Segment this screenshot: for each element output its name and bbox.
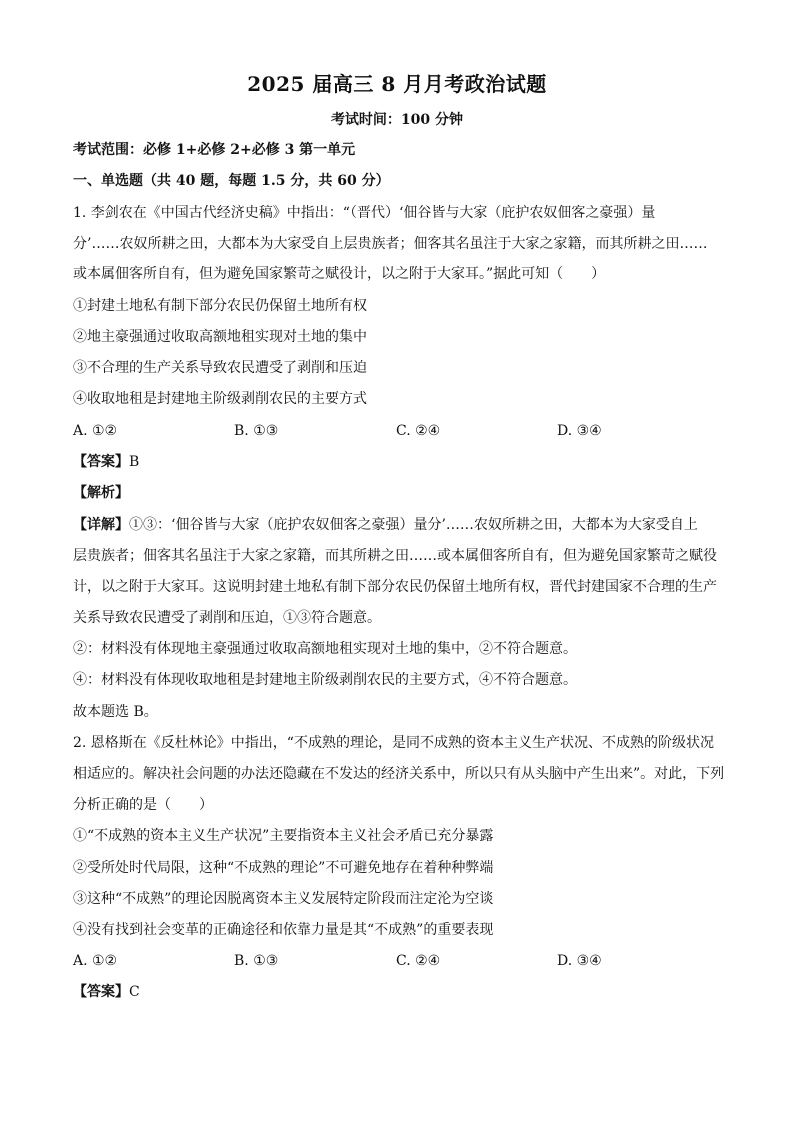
- q2-stem-line: 2. 恩格斯在《反杜林论》中指出，“不成熟的理论，是同不成熟的资本主义生产状况、不成熟的阶级状况: [73, 735, 714, 751]
- answer-value: B: [129, 454, 140, 470]
- q1-answer: [73, 452, 139, 472]
- q2-choice-b: B. ①③: [234, 953, 279, 969]
- detail-text: ①③：‘佃谷皆与大家（庇护农奴佃客之豪强）量分’……农奴所耕之田，大都本为大家受自上: [129, 517, 698, 533]
- q1-analysis-label: 【解析】: [73, 485, 129, 501]
- q2-choice-a: A. ①②: [73, 953, 118, 969]
- q1-detail-line: ②：材料没有体现地主豪强通过收取高额地租实现对土地的集中，②不符合题意。: [73, 641, 577, 657]
- q1-option: ④收取地租是封建地主阶级剥削农民的主要方式: [73, 391, 367, 407]
- q1-detail-line: 计，以之附于大家耳。这说明封建土地私有制下部分农民仍保留土地所有权，晋代封建国家不合理的生产: [73, 579, 717, 595]
- q1-choice-d: D. ③④: [557, 423, 602, 439]
- q1-choice-a: A. ①②: [73, 423, 118, 439]
- q1-option: ③不合理的生产关系导致农民遭受了剥削和压迫: [73, 360, 367, 376]
- q2-stem-line: 分析正确的是（ ）: [73, 797, 213, 813]
- q2-option: ①“不成熟的资本主义生产状况”主要指资本主义社会矛盾已充分暴露: [73, 828, 494, 844]
- q2-answer: [73, 982, 140, 1002]
- detail-label: 【详解】: [73, 517, 129, 533]
- page-title: 2025 届高三 8 月月考政治试题: [247, 72, 547, 96]
- exam-time: 考试时间：100 分钟: [330, 112, 464, 128]
- section-heading: 一、单选题（共 40 题，每题 1.5 分，共 60 分）: [73, 173, 390, 189]
- q2-stem-line: 相适应的。解决社会问题的办法还隐藏在不发达的经济关系中，所以只有从头脑中产生出来”。对此，下列: [73, 766, 725, 782]
- q1-detail: [73, 515, 698, 535]
- q1-detail-line: 关系导致农民遭受了剥削和压迫，①③符合题意。: [73, 610, 381, 626]
- q1-stem-line: 或本属佃客所自有，但为避免国家繁苛之赋役计，以之附于大家耳。”据此可知（ ）: [73, 266, 606, 282]
- q1-stem-line: 分’……农奴所耕之田，大都本为大家受自上层贵族者；佃客其名虽注于大家之家籍，而其所耕之田……: [73, 236, 708, 252]
- q1-choice-c: C. ②④: [396, 423, 441, 439]
- q2-option: ②受所处时代局限，这种“不成熟的理论”不可避免地存在着种种弊端: [73, 860, 494, 876]
- q1-option: ②地主豪强通过收取高额地租实现对土地的集中: [73, 329, 367, 345]
- q2-choice-d: D. ③④: [557, 953, 602, 969]
- q1-stem-line: 1. 李剑农在《中国古代经济史稿》中指出：“（晋代）‘佃谷皆与大家（庇护农奴佃客之豪强）量: [73, 205, 656, 221]
- q2-choice-c: C. ②④: [396, 953, 441, 969]
- q1-detail-line: 故本题选 B。: [73, 704, 158, 720]
- q2-option: ③这种“不成熟”的理论因脱离资本主义发展特定阶段而注定沦为空谈: [73, 891, 494, 907]
- answer-value: C: [129, 984, 140, 1000]
- q1-detail-line: 层贵族者；佃客其名虽注于大家之家籍，而其所耕之田……或本属佃客所自有，但为避免国家繁苛之赋役: [73, 548, 717, 564]
- q1-option: ①封建土地私有制下部分农民仍保留土地所有权: [73, 298, 367, 314]
- q1-choice-b: B. ①③: [234, 423, 279, 439]
- q1-detail-line: ④：材料没有体现收取地租是封建地主阶级剥削农民的主要方式，④不符合题意。: [73, 672, 577, 688]
- answer-label: 【答案】: [73, 454, 129, 470]
- q2-option: ④没有找到社会变革的正确途径和依靠力量是其“不成熟”的重要表现: [73, 922, 494, 938]
- exam-scope: 考试范围：必修 1+必修 2+必修 3 第一单元: [73, 142, 356, 158]
- answer-label: 【答案】: [73, 984, 129, 1000]
